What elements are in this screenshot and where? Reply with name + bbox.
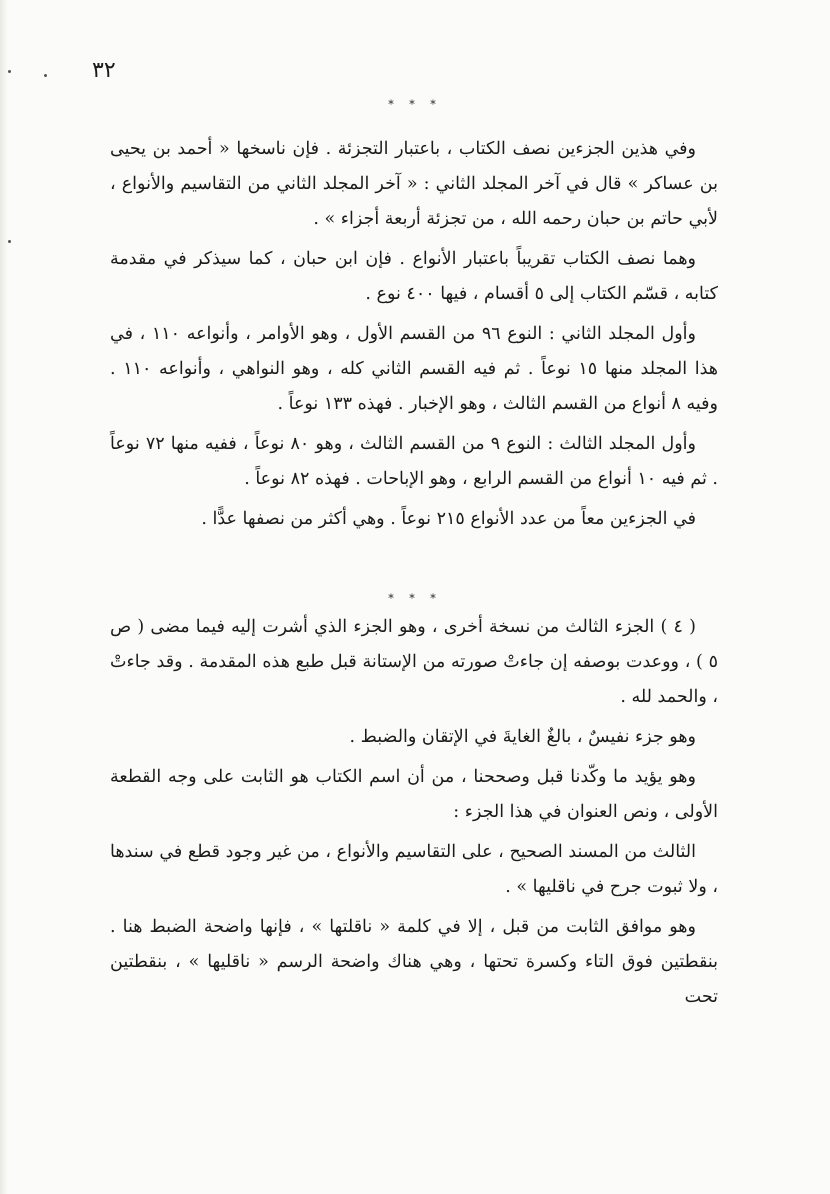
- section-1: [110, 132, 718, 542]
- section-separator: * * *: [388, 98, 442, 111]
- paragraph: في الجزءين معاً من عدد الأنواع ٢١٥ نوعاً . وهي أكثر من نصفها عدًّا .: [201, 509, 696, 529]
- paragraph: وفي هذين الجزءين نصف الكتاب ، باعتبار التجزئة . فإن ناسخها « أحمد بن يحيى بن عساكر » قال في آخر المجلد الثاني : « آخر المجلد الثاني من التقاسيم والأنواع ، لأبي حاتم بن حبان رحمه الله ، من تجزئة أربعة أجزاء » .: [110, 139, 718, 229]
- scan-speck: [8, 70, 11, 73]
- scan-speck: [8, 240, 11, 243]
- section-separator: * * *: [388, 592, 442, 605]
- paragraph: ( ٤ ) الجزء الثالث من نسخة أخرى ، وهو الجزء الذي أشرت إليه فيما مضى ( ص ٥ ) ، ووعدت بوصفه إن جاءتْ صورته من الإستانة قبل طبع هذه المقدمة . وقد جاءتْ ، والحمد لله .: [110, 617, 718, 707]
- scan-speck: [44, 74, 47, 77]
- paragraph: وهو موافق الثابت من قبل ، إلا في كلمة « ناقلتها » ، فإنها واضحة الضبط هنا . بنقطتين فوق التاء وكسرة تحتها ، وهي هناك واضحة الرسم « ناقليها » ، بنقطتين تحت: [110, 917, 718, 1007]
- section-2: [110, 610, 718, 1020]
- paragraph: وهو جزء نفيسٌ ، بالغٌ الغايةَ في الإتقان والضبط .: [349, 727, 696, 747]
- paragraph: وأول المجلد الثالث : النوع ٩ من القسم الثالث ، وهو ٨٠ نوعاً ، ففيه منها ٧٢ نوعاً . ثم فيه ١٠ أنواع من القسم الرابع ، وهو الإباحات . فهذه ٨٢ نوعاً .: [110, 434, 718, 489]
- paragraph: وأول المجلد الثاني : النوع ٩٦ من القسم الأول ، وهو الأوامر ، وأنواعه ١١٠ ، في هذا المجلد منها ١٥ نوعاً . ثم فيه القسم الثاني كله ، وهو النواهي ، وأنواعه ١١٠ . وفيه ٨ أنواع من القسم الثالث ، وهو الإخبار . فهذه ١٣٣ نوعاً .: [110, 324, 718, 414]
- paragraph: وهما نصف الكتاب تقريباً باعتبار الأنواع . فإن ابن حبان ، كما سيذكر في مقدمة كتابه ، قسّم الكتاب إلى ٥ أقسام ، فيها ٤٠٠ نوع .: [110, 249, 718, 304]
- paragraph: الثالث من المسند الصحيح ، على التقاسيم والأنواع ، من غير وجود قطع في سندها ، ولا ثبوت جرح في ناقليها » .: [110, 842, 718, 897]
- page-number: ٣٢: [92, 58, 116, 83]
- paragraph: وهو يؤيد ما وكّدنا قبل وصححنا ، من أن اسم الكتاب هو الثابت على وجه القطعة الأولى ، ونص العنوان في هذا الجزء :: [110, 767, 718, 822]
